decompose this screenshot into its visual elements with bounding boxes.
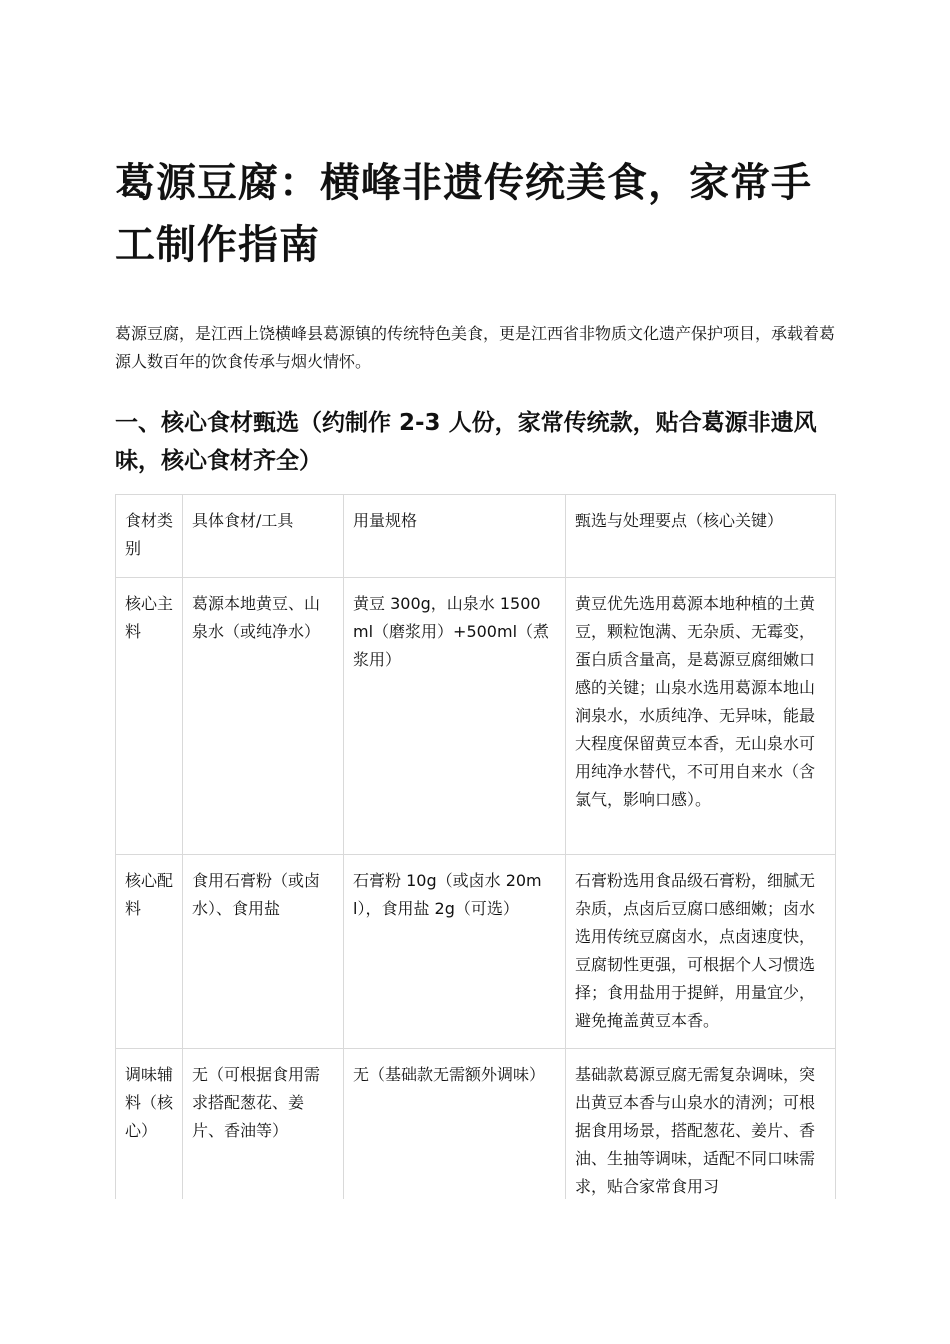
header-category: 食材类别 — [116, 495, 183, 578]
header-ingredients: 具体食材/工具 — [183, 495, 344, 578]
cell-notes: 基础款葛源豆腐无需复杂调味，突出黄豆本香与山泉水的清洌；可根据食用场景，搭配葱花、姜片、香油、生抽等调味，适配不同口味需求，贴合家常食用习 — [566, 1049, 836, 1214]
cell-category: 调味辅料（核心） — [116, 1049, 183, 1214]
table-row — [116, 855, 836, 1049]
cell-notes: 黄豆优先选用葛源本地种植的土黄豆，颗粒饱满、无杂质、无霉变，蛋白质含量高，是葛源豆腐细嫩口感的关键；山泉水选用葛源本地山涧泉水，水质纯净、无异味，能最大程度保留黄豆本香，无山泉水可用纯净水替代，不可用自来水（含氯气，影响口感）。 — [566, 578, 836, 855]
cell-category: 核心主料 — [116, 578, 183, 855]
section-heading-ingredients: 一、核心食材甄选（约制作 2-3 人份，家常传统款，贴合葛源非遗风味，核心食材齐全） — [115, 410, 817, 474]
cell-notes: 石膏粉选用食品级石膏粉，细腻无杂质，点卤后豆腐口感细嫩；卤水选用传统豆腐卤水，点卤速度快，豆腐韧性更强，可根据个人习惯选择；食用盐用于提鲜，用量宜少，避免掩盖黄豆本香。 — [566, 855, 836, 1049]
document-title: 葛源豆腐：横峰非遗传统美食，家常手工制作指南 — [115, 160, 812, 268]
cell-category: 核心配料 — [116, 855, 183, 1049]
cell-ingredients: 葛源本地黄豆、山泉水（或纯净水） — [183, 578, 344, 855]
page-bottom-margin — [0, 1199, 950, 1344]
cell-ingredients: 无（可根据食用需求搭配葱花、姜片、香油等） — [183, 1049, 344, 1214]
cell-ingredients: 食用石膏粉（或卤水）、食用盐 — [183, 855, 344, 1049]
cell-amount: 石膏粉 10g（或卤水 20ml），食用盐 2g（可选） — [344, 855, 566, 1049]
header-notes: 甄选与处理要点（核心关键） — [566, 495, 836, 578]
ingredients-table — [115, 494, 836, 1214]
header-amount: 用量规格 — [344, 495, 566, 578]
table-header-row — [116, 495, 836, 578]
cell-amount: 无（基础款无需额外调味） — [344, 1049, 566, 1214]
table-row — [116, 1049, 836, 1214]
cell-amount: 黄豆 300g，山泉水 1500ml（磨浆用）+500ml（煮浆用） — [344, 578, 566, 855]
table-row — [116, 578, 836, 855]
intro-paragraph: 葛源豆腐，是江西上饶横峰县葛源镇的传统特色美食，更是江西省非物质文化遗产保护项目，承载着葛源人数百年的饮食传承与烟火情怀。 — [115, 324, 836, 371]
